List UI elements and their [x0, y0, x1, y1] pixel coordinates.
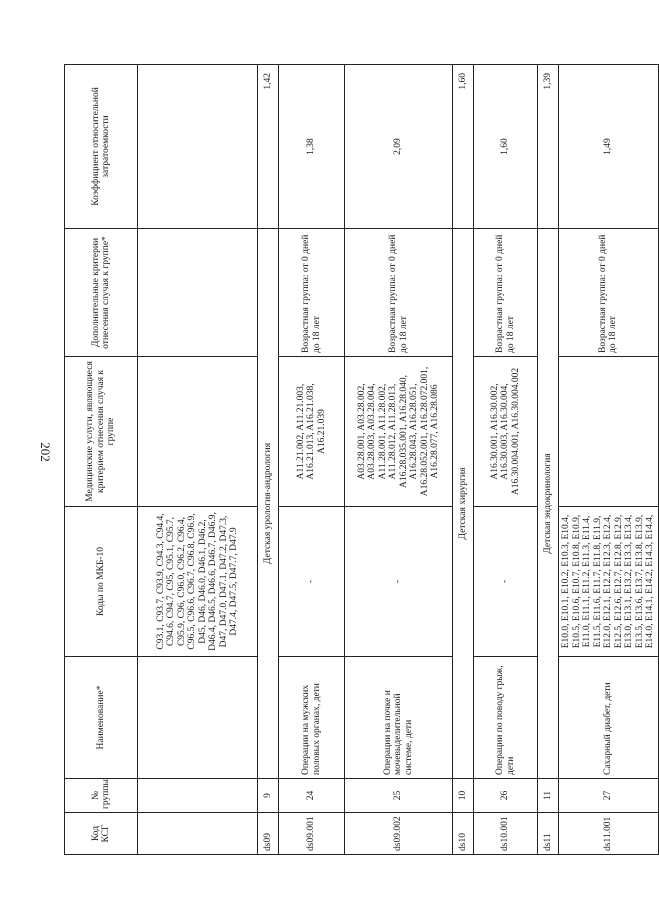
section-num: 11: [538, 779, 559, 813]
section-coef: 1,60: [453, 65, 474, 229]
section-title: Детская хирургия: [453, 229, 474, 779]
cell-services: A11.21.002, A11.21.003, A16.21.013, A16.21.038, A16.21.039: [279, 357, 345, 507]
section-coef: 1,39: [538, 65, 559, 229]
cell-services: [559, 357, 659, 507]
cell-coef: 1,49: [559, 65, 659, 229]
cell-kod: ds11.001: [559, 813, 659, 855]
cell-kod: ds10.001: [474, 813, 538, 855]
header-services: Медицинские услуги, являющиеся критерием отнесения случая к группе: [65, 357, 138, 507]
section-num: 10: [453, 779, 474, 813]
table-row: [279, 65, 345, 855]
table-row: [345, 65, 453, 855]
table-row: [559, 65, 659, 855]
cell-services: A16.30.001, A16.30.002, A16.30.003, A16.30.004, A16.30.004.001, A16.30.004.002: [474, 357, 538, 507]
cell-kod: ds09.001: [279, 813, 345, 855]
cell-name: Операции на почке и мочевыделительной системе, дети: [345, 657, 453, 779]
section-title: Детская эндокринология: [538, 229, 559, 779]
header-kod: Код КСГ: [65, 813, 138, 855]
section-row: [453, 65, 474, 855]
cell-name: Сахарный диабет, дети: [559, 657, 659, 779]
ksg-table: [64, 64, 659, 855]
cell-num: 24: [279, 779, 345, 813]
cell-mkb: C93.1, C93.7, C93.9, C94.3, C94.4, C94.6, C94.7, C95, C95.1, C95.7, C95.9, C96, C96.0, C96.2, C96.4, C96.5, C96.6, C96.7, C96.8, C96.9, D45, D46, D46.0, D46.1, D46.2, D46.4, D46.5, D46.6, D46.7, D46.9, D47, D47.0, D47.1, D47.2, D47.3, D47.4, D47.5, D47.7, D47.9: [138, 507, 258, 657]
cell-services: [138, 357, 258, 507]
cell-num: [138, 779, 258, 813]
cell-num: 25: [345, 779, 453, 813]
cell-coef: 1,60: [474, 65, 538, 229]
section-coef: 1,42: [258, 65, 279, 229]
cell-criteria: Возрастная группа: от 0 дней до 18 лет: [559, 229, 659, 357]
section-kod: ds11: [538, 813, 559, 855]
header-row: [65, 65, 138, 855]
cell-mkb: E10.0, E10.1, E10.2, E10.3, E10.4, E10.5, E10.6, E10.7, E10.8, E10.9, E11.0, E11.1, E11.2, E11.3, E11.4, E11.5, E11.6, E11.7, E11.8, E11.9, E12.0, E12.1, E12.2, E12.3, E12.4, E12.5, E12.6, E12.7, E12.8, E12.9, E13.0, E13.1, E13.2, E13.3, E13.4, E13.5, E13.6, E13.7, E13.8, E13.9, E14.0, E14.1, E14.2, E14.3, E14.4,: [559, 507, 659, 657]
header-num: № группы: [65, 779, 138, 813]
header-name: Наименование*: [65, 657, 138, 779]
cell-name: Операции на мужских половых органах, дети: [279, 657, 345, 779]
cell-criteria: Возрастная группа: от 0 дней до 18 лет: [279, 229, 345, 357]
cell-mkb: -: [345, 507, 453, 657]
section-row: [258, 65, 279, 855]
cell-mkb: -: [474, 507, 538, 657]
header-coef: Коэффициент относительной затратоемкости: [65, 65, 138, 229]
cell-mkb: -: [279, 507, 345, 657]
cell-name: [138, 657, 258, 779]
header-mkb: Коды по МКБ-10: [65, 507, 138, 657]
cell-kod: [138, 813, 258, 855]
cell-kod: ds09.002: [345, 813, 453, 855]
section-row: [538, 65, 559, 855]
section-title: Детская урология-андрология: [258, 229, 279, 779]
cell-criteria: [138, 229, 258, 357]
rotated-page: [64, 65, 655, 855]
cell-coef: 2,09: [345, 65, 453, 229]
cell-name: Операции по поводу грыж, дети: [474, 657, 538, 779]
page-number: 202: [38, 442, 53, 462]
cell-num: 27: [559, 779, 659, 813]
table-row: [474, 65, 538, 855]
cell-coef: 1,38: [279, 65, 345, 229]
section-kod: ds09: [258, 813, 279, 855]
header-criteria: Дополнительные критерии отнесения случая к группе*: [65, 229, 138, 357]
cell-services: A03.28.001, A03.28.002, A03.28.003, A03.28.004, A11.28.001, A11.28.002, A11.28.012, A11.28.013, A16.28.035.001, A16.28.040, A16.28.043, A16.28.051, A16.28.052.001, A16.28.072.001, A16.28.077, A16.28.086: [345, 357, 453, 507]
cell-criteria: Возрастная группа: от 0 дней до 18 лет: [345, 229, 453, 357]
cell-coef: [138, 65, 258, 229]
table-row: [138, 65, 258, 855]
section-kod: ds10: [453, 813, 474, 855]
cell-num: 26: [474, 779, 538, 813]
cell-criteria: Возрастная группа: от 0 дней до 18 лет: [474, 229, 538, 357]
section-num: 9: [258, 779, 279, 813]
